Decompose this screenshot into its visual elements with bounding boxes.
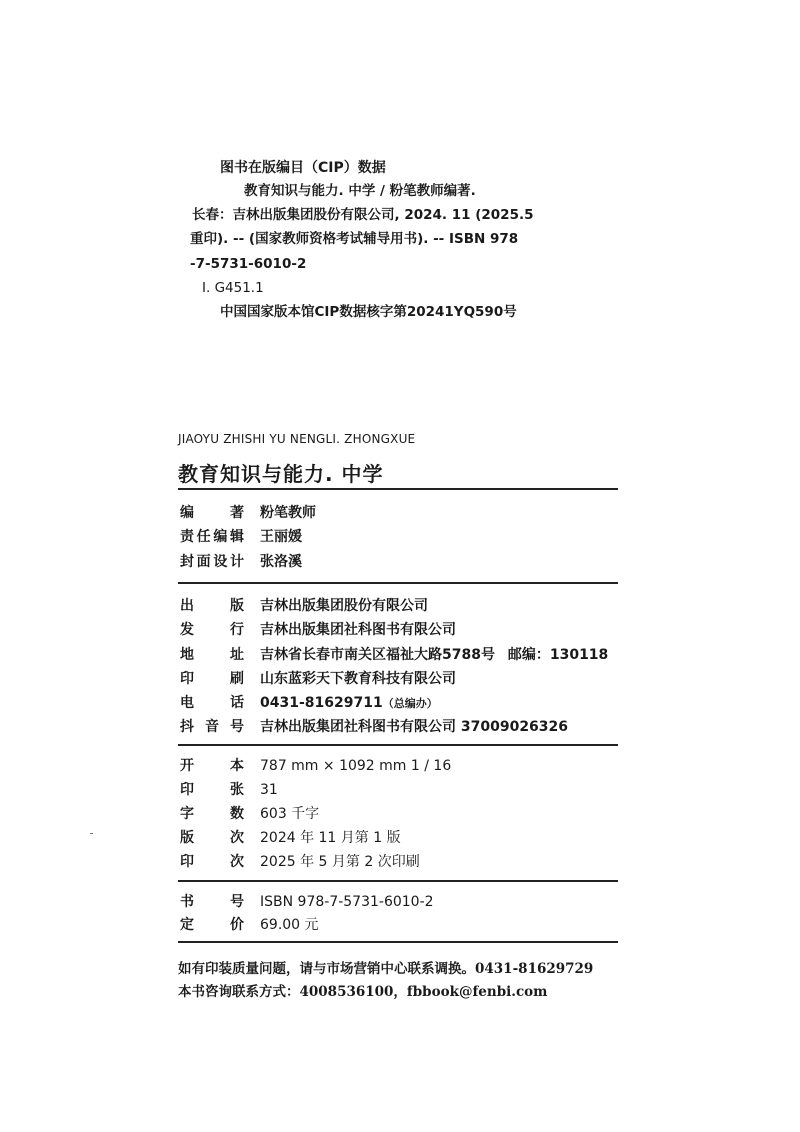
printer-label: 印刷 [180,671,244,687]
scan-speck [90,833,93,834]
credit-row-author [180,503,316,523]
divider [178,880,618,882]
publisher-label: 出版 [180,598,244,614]
isbn-value: ISBN 978-7-5731-6010-2 [260,894,434,910]
cip-line-publisher: 长春：吉林出版集团股份有限公司, 2024. 11 (2025.5 [192,207,534,223]
spec-value: 2024 年 11 月第 1 版 [260,830,401,846]
address-text: 吉林省长春市南关区福祉大路5788号 [260,647,495,663]
spec-row-word-count [180,804,320,824]
isbn-row [180,892,434,912]
phone-value [260,693,438,714]
spec-label: 开本 [180,758,244,774]
phone-row [180,693,438,713]
quality-notice: 如有印装质量问题，请与市场营销中心联系调换。0431-81629729 [178,961,594,977]
spec-value: 787 mm × 1092 mm 1 / 16 [260,758,452,774]
contact-notice: 本书咨询联系方式：4008536100，fbbook@fenbi.com [178,984,548,1000]
address-value [260,645,608,665]
spec-row-format [180,756,452,776]
divider [178,488,618,490]
douyin-label: 抖音号 [180,719,244,735]
credit-row-editor [180,527,302,547]
cip-title: 图书在版编目（CIP）数据 [220,160,386,176]
spec-label: 字数 [180,806,244,822]
cip-line-classification: Ⅰ. G451.1 [202,280,264,296]
postcode-value: 130118 [549,647,609,663]
phone-label: 电话 [180,695,244,711]
distributor-label: 发行 [180,622,244,638]
book-title-pinyin: JIAOYU ZHISHI YU NENGLI. ZHONGXUE [178,432,416,446]
credit-label: 编著 [180,505,244,521]
cip-line-title-author: 教育知识与能力. 中学 / 粉笔教师编著. [244,183,476,199]
spec-label: 印张 [180,782,244,798]
spec-label: 印次 [180,854,244,870]
divider [178,744,618,746]
spec-row-edition [180,828,401,848]
phone-number: 0431-81629711 [260,695,383,711]
spec-value: 31 [260,782,278,798]
publisher-row [180,596,428,616]
isbn-label: 书号 [180,894,244,910]
spec-value: 603 千字 [260,806,320,822]
printer-value: 山东蓝彩天下教育科技有限公司 [260,671,456,687]
distributor-row [180,620,456,640]
spec-row-sheets [180,780,278,800]
cip-line-series: 重印). -- (国家教师资格考试辅导用书). -- ISBN 978 [190,231,519,247]
distributor-value: 吉林出版集团社科图书有限公司 [260,622,456,638]
credit-row-cover-design [180,552,302,572]
credit-label: 封面设计 [180,554,244,570]
spec-value: 2025 年 5 月第 2 次印刷 [260,854,420,870]
cip-line-record-number: 中国国家版本馆CIP数据核字第20241YQ590号 [220,304,517,320]
address-label: 地址 [180,647,244,663]
book-title: 教育知识与能力. 中学 [178,462,384,486]
cip-line-isbn: -7-5731-6010-2 [190,256,307,272]
spec-label: 版次 [180,830,244,846]
credit-label: 责任编辑 [180,529,244,545]
credit-value: 粉笔教师 [260,505,316,521]
divider [178,941,618,943]
price-row [180,915,319,935]
publisher-value: 吉林出版集团股份有限公司 [260,598,428,614]
spec-row-printing [180,852,420,872]
printer-row [180,669,456,689]
credit-value: 王丽媛 [260,529,302,545]
price-label: 定价 [180,917,244,933]
phone-note: （总编办） [382,697,438,710]
credit-value: 张洛溪 [260,554,302,570]
douyin-value: 吉林出版集团社科图书有限公司 37009026326 [260,719,569,735]
douyin-row [180,717,569,737]
address-row [180,645,609,665]
divider [178,582,618,584]
price-value: 69.00 元 [260,917,319,933]
postcode-label: 邮编： [507,647,550,663]
